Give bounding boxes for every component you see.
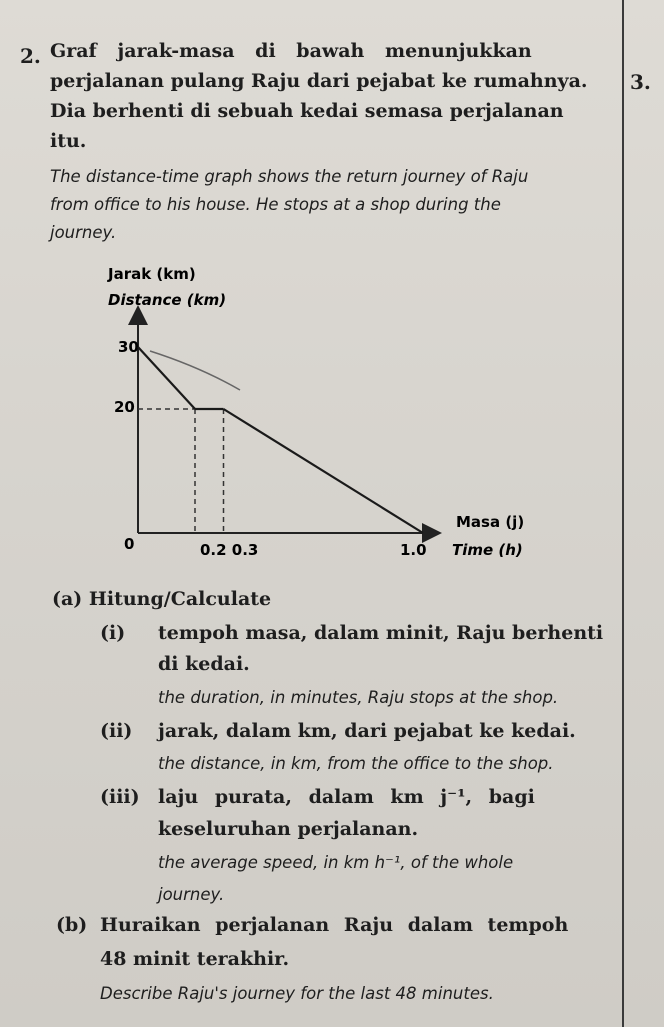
part-a-ii-malay: jarak, dalam km, dari pejabat ke kedai. — [158, 720, 576, 742]
part-b-malay-1: Huraikan perjalanan Raju dalam tempoh — [100, 914, 569, 936]
part-a-i-malay-2: di kedai. — [158, 653, 250, 675]
part-a-ii-number: (ii) — [100, 720, 133, 742]
y-tick-20: 20 — [114, 398, 135, 416]
x-tick-0.2-0.3: 0.2 0.3 — [200, 541, 259, 559]
part-b-english: Describe Raju's journey for the last 48 minutes. — [100, 984, 494, 1003]
part-a-i-malay-1: tempoh masa, dalam minit, Raju berhenti — [158, 622, 604, 644]
part-a-iii-malay-1: laju purata, dalam km j⁻¹, bagi — [158, 786, 535, 808]
part-a-label: (a) Hitung/Calculate — [52, 588, 272, 610]
part-a-iii-english-1: the average speed, in km h⁻¹, of the whole — [158, 853, 514, 872]
y-tick-30: 30 — [118, 338, 139, 356]
part-a-iii-number: (iii) — [100, 786, 140, 808]
malay-line-3: Dia berhenti di sebuah kedai semasa perjalanan — [50, 100, 564, 122]
malay-line-2: perjalanan pulang Raju dari pejabat ke rumahnya. — [50, 70, 588, 92]
journey-segment-3 — [224, 409, 424, 533]
malay-line-4: itu. — [50, 130, 87, 152]
part-a-iii-malay-2: keseluruhan perjalanan. — [158, 818, 419, 840]
english-line-3: journey. — [50, 223, 117, 242]
english-line-2: from office to his house. He stops at a shop during the — [50, 195, 501, 214]
question-number: 2. — [20, 44, 41, 68]
origin-label: 0 — [124, 535, 135, 553]
english-line-1: The distance-time graph shows the return journey of Raju — [50, 167, 529, 186]
part-a-i-english: the duration, in minutes, Raju stops at the shop. — [158, 688, 559, 707]
y-axis-label-malay: Jarak (km) — [108, 265, 196, 283]
margin-line — [622, 0, 624, 1027]
distance-time-graph — [90, 255, 550, 565]
x-axis-label-malay: Masa (j) — [456, 513, 525, 531]
y-axis-label-english: Distance (km) — [108, 291, 227, 309]
x-tick-1.0: 1.0 — [400, 541, 427, 559]
x-axis-label-english: Time (h) — [452, 541, 523, 559]
part-b-malay-2: 48 minit terakhir. — [100, 948, 290, 970]
part-a-ii-english: the distance, in km, from the office to the shop. — [158, 754, 554, 773]
part-b-number: (b) — [56, 914, 88, 936]
next-question-number: 3. — [630, 70, 651, 94]
malay-line-1: Graf jarak-masa di bawah menunjukkan — [50, 40, 532, 62]
part-a-i-number: (i) — [100, 622, 126, 644]
part-a-iii-english-2: journey. — [158, 885, 225, 904]
pencil-annotation — [150, 351, 240, 390]
